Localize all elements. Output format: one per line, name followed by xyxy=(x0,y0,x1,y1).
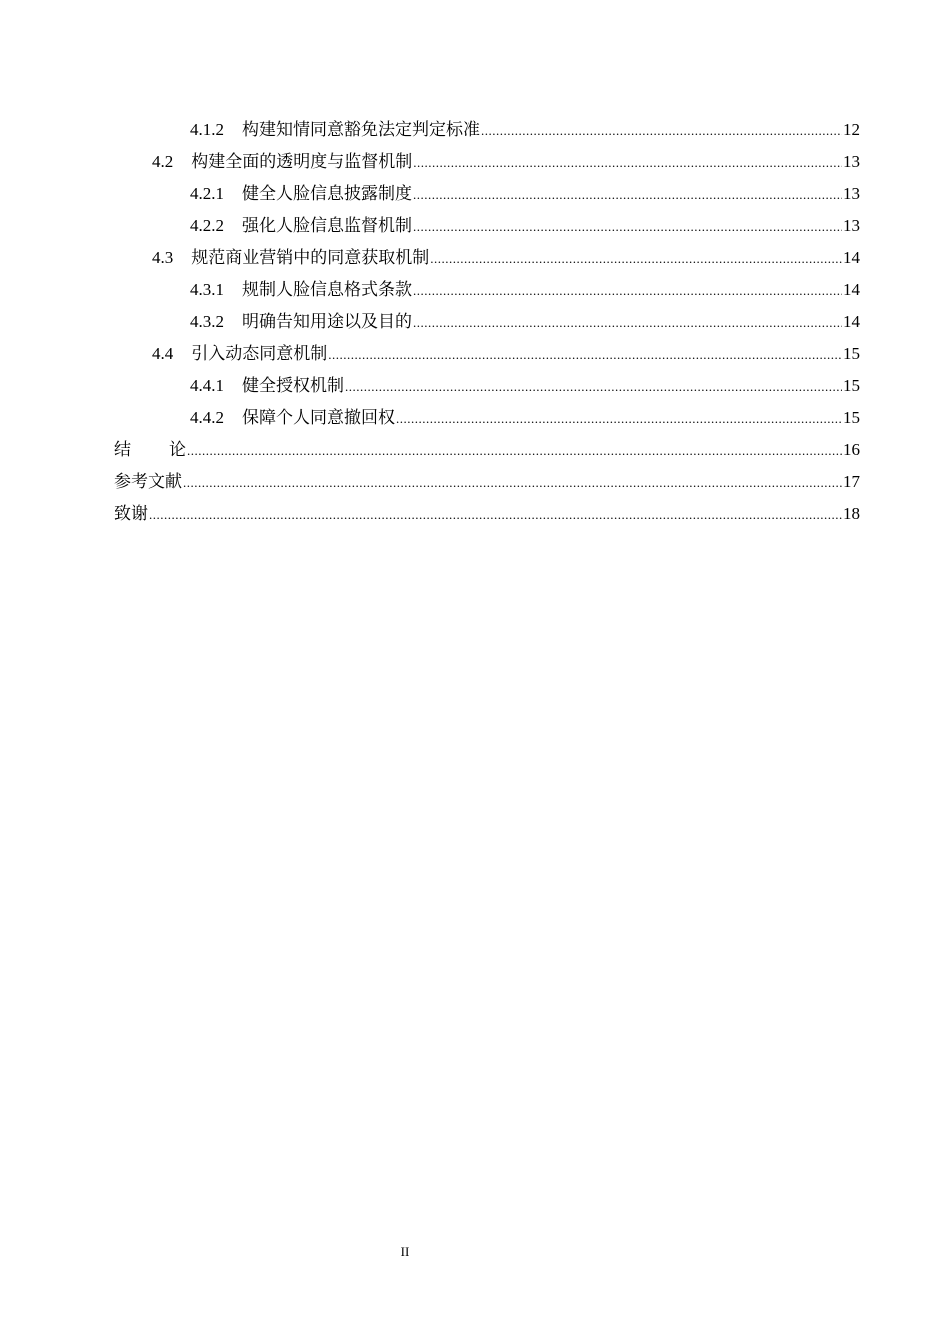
toc-leader-dots xyxy=(413,307,842,339)
toc-entry-title: 规制人脸信息格式条款 xyxy=(242,280,412,300)
toc-entry-number: 4.2.2 xyxy=(190,216,224,235)
toc-entry-page: 13 xyxy=(843,152,860,171)
toc-entry-page: 13 xyxy=(843,216,860,235)
toc-entry-page: 14 xyxy=(843,280,860,299)
toc-leader-dots xyxy=(328,339,842,371)
toc-leader-dots xyxy=(345,371,842,403)
toc-entry-title: 构建全面的透明度与监督机制 xyxy=(191,152,413,172)
toc-leader-dots xyxy=(183,467,842,499)
toc-entry-4-4[interactable] xyxy=(114,338,860,370)
toc-leader-dots xyxy=(481,115,842,147)
toc-entry-page: 14 xyxy=(843,312,860,331)
toc-leader-dots xyxy=(149,499,842,531)
page-number: II xyxy=(400,1244,410,1259)
toc-entry-page: 13 xyxy=(843,184,860,203)
toc-entry-number: 4.3.2 xyxy=(190,312,224,331)
toc-entry-4-3[interactable] xyxy=(114,242,860,274)
toc-entry-number: 4.3.1 xyxy=(190,280,224,299)
toc-entry-page: 16 xyxy=(843,440,860,459)
toc-entry-number: 4.2 xyxy=(152,152,174,171)
toc-entry-4-4-1[interactable] xyxy=(114,370,860,402)
toc-entry-title: 健全授权机制 xyxy=(242,376,344,396)
toc-entry-title: 引入动态同意机制 xyxy=(191,344,328,364)
toc-entry-title: 强化人脸信息监督机制 xyxy=(242,216,412,236)
toc-entry-title: 保障个人同意撤回权 xyxy=(242,408,395,428)
toc-entry-4-3-1[interactable] xyxy=(114,274,860,306)
toc-entry-number: 4.3 xyxy=(152,248,174,267)
toc-entry-number: 4.1.2 xyxy=(190,120,224,139)
toc-entry-4-2-2[interactable] xyxy=(114,210,860,242)
toc-leader-dots xyxy=(413,211,842,243)
toc-entry-title: 参考文献 xyxy=(114,472,182,492)
toc-entry-page: 15 xyxy=(843,344,860,363)
toc-entry-number: 4.4.1 xyxy=(190,376,224,395)
toc-leader-dots xyxy=(413,147,842,179)
toc-entry-number: 4.4.2 xyxy=(190,408,224,427)
toc-leader-dots xyxy=(413,275,842,307)
toc-entry-number: 4.4 xyxy=(152,344,174,363)
toc-leader-dots xyxy=(187,435,842,467)
toc-leader-dots xyxy=(396,403,842,435)
toc-entry-title: 健全人脸信息披露制度 xyxy=(242,184,412,204)
toc-entry-4-1-2[interactable] xyxy=(114,114,860,146)
table-of-contents xyxy=(114,114,860,530)
toc-entry-page: 14 xyxy=(843,248,860,267)
toc-entry-page: 18 xyxy=(843,504,860,523)
toc-leader-dots xyxy=(430,243,842,275)
toc-entry-page: 17 xyxy=(843,472,860,491)
toc-entry-title: 结论 xyxy=(114,440,224,460)
toc-entry-number: 4.2.1 xyxy=(190,184,224,203)
toc-entry-page: 15 xyxy=(843,376,860,395)
toc-entry-page: 15 xyxy=(843,408,860,427)
toc-entry-4-2[interactable] xyxy=(114,146,860,178)
toc-entry-title: 致谢 xyxy=(114,504,148,524)
toc-entry-4-4-2[interactable] xyxy=(114,402,860,434)
toc-entry-conclusion[interactable] xyxy=(114,434,860,466)
toc-entry-4-3-2[interactable] xyxy=(114,306,860,338)
toc-entry-references[interactable] xyxy=(114,466,860,498)
toc-entry-page: 12 xyxy=(843,120,860,139)
toc-entry-title: 构建知情同意豁免法定判定标准 xyxy=(242,120,480,140)
toc-entry-4-2-1[interactable] xyxy=(114,178,860,210)
toc-entry-title: 规范商业营销中的同意获取机制 xyxy=(191,248,430,268)
toc-leader-dots xyxy=(413,179,842,211)
toc-entry-title: 明确告知用途以及目的 xyxy=(242,312,412,332)
toc-entry-acknowledgements[interactable] xyxy=(114,498,860,530)
